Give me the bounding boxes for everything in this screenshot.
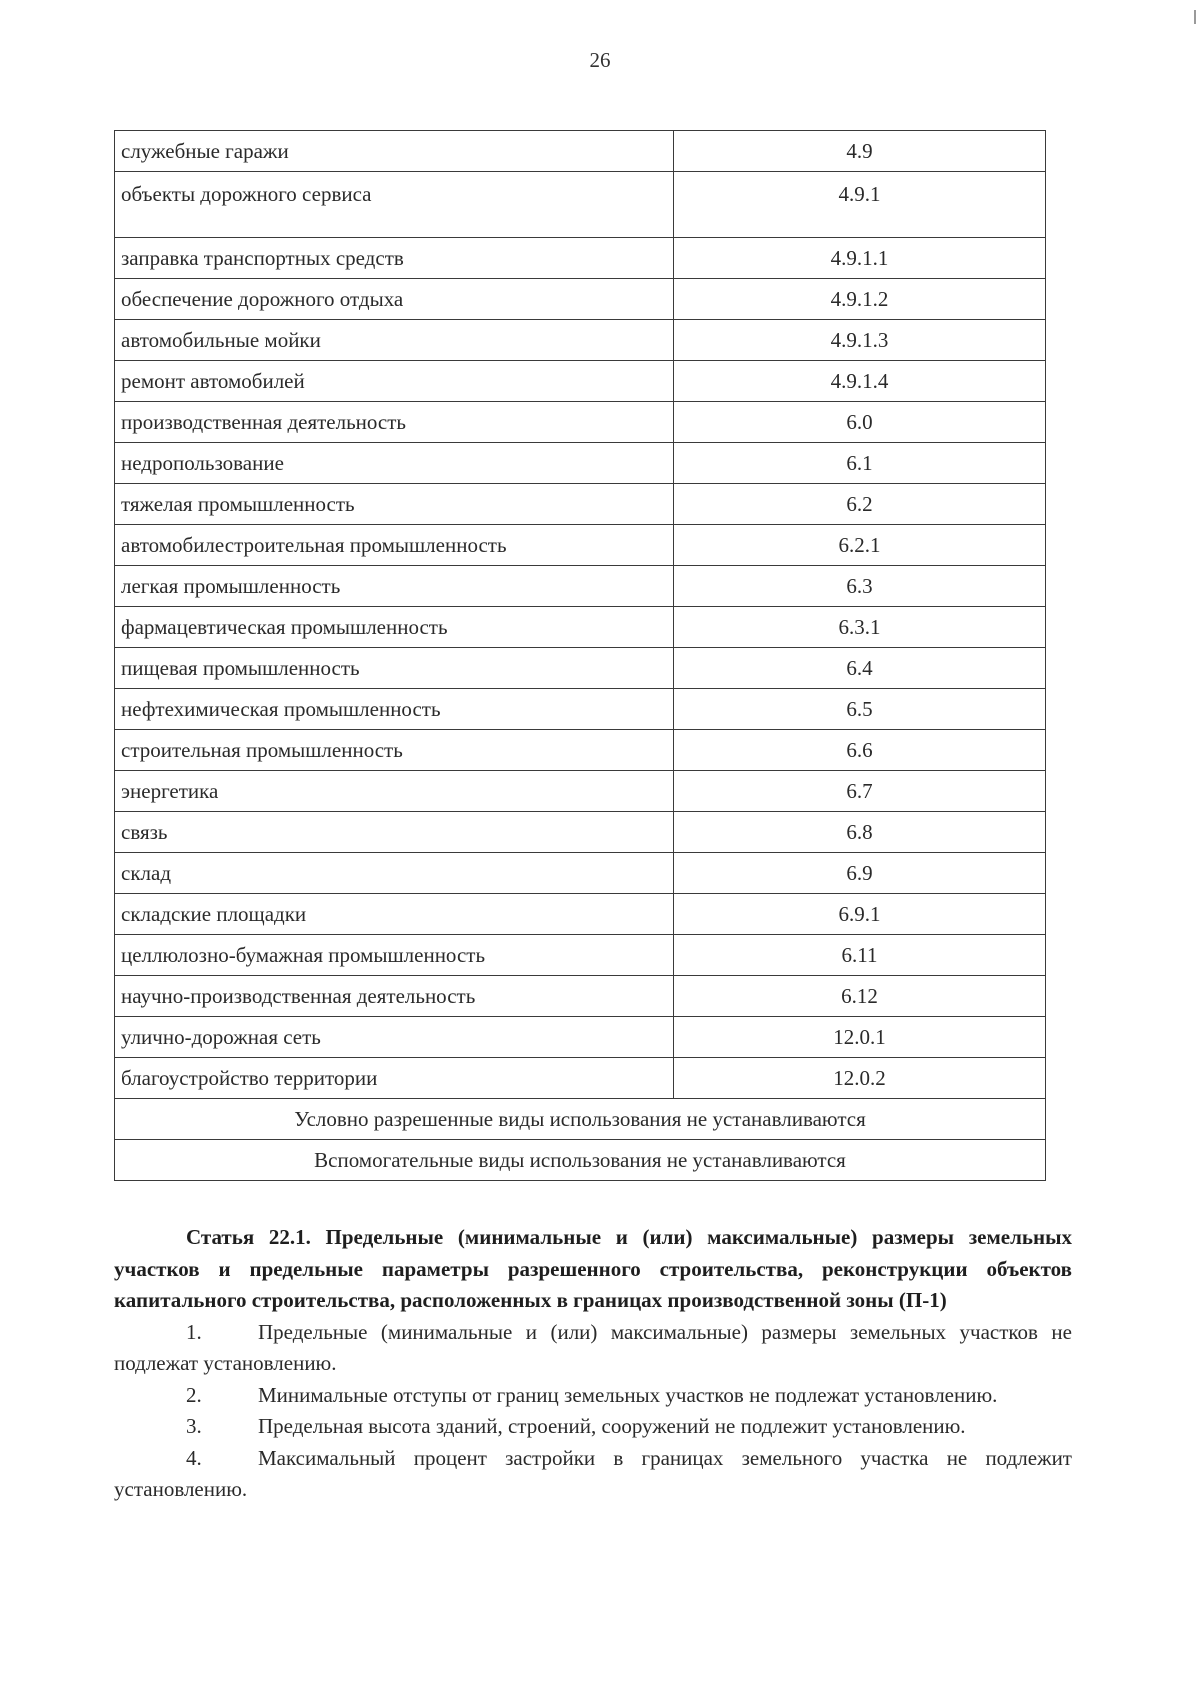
table-row	[115, 443, 1046, 484]
table-row	[115, 131, 1046, 172]
use-code-cell: 6.12	[674, 976, 1046, 1017]
use-code-cell: 6.11	[674, 935, 1046, 976]
use-code-cell: 6.9	[674, 853, 1046, 894]
conditional-uses-note: Условно разрешенные виды использования не устанавливаются	[115, 1099, 1046, 1140]
use-code-cell: 6.7	[674, 771, 1046, 812]
use-code-cell: 6.1	[674, 443, 1046, 484]
use-name-cell: целлюлозно-бумажная промышленность	[115, 935, 674, 976]
article-item	[114, 1411, 1072, 1443]
use-name-cell: пищевая промышленность	[115, 648, 674, 689]
use-code-cell: 6.2.1	[674, 525, 1046, 566]
table-row	[115, 172, 1046, 238]
article-item-number: 2.	[186, 1382, 202, 1407]
table-row	[115, 238, 1046, 279]
use-name-cell: легкая промышленность	[115, 566, 674, 607]
use-name-cell: обеспечение дорожного отдыха	[115, 279, 674, 320]
use-name-cell: недропользование	[115, 443, 674, 484]
table-row	[115, 1058, 1046, 1099]
use-code-cell: 6.8	[674, 812, 1046, 853]
table-row	[115, 484, 1046, 525]
use-code-cell: 6.2	[674, 484, 1046, 525]
use-name-cell: производственная деятельность	[115, 402, 674, 443]
article-items	[114, 1317, 1072, 1506]
use-name-cell: строительная промышленность	[115, 730, 674, 771]
use-name-cell: объекты дорожного сервиса	[115, 172, 674, 238]
use-code-cell: 6.3.1	[674, 607, 1046, 648]
use-code-cell: 4.9	[674, 131, 1046, 172]
table-row	[115, 771, 1046, 812]
use-code-cell: 4.9.1.1	[674, 238, 1046, 279]
table-row	[115, 730, 1046, 771]
use-name-cell: складские площадки	[115, 894, 674, 935]
use-name-cell: автомобильные мойки	[115, 320, 674, 361]
article-item	[114, 1380, 1072, 1412]
table-row	[115, 566, 1046, 607]
article-item	[114, 1317, 1072, 1380]
use-code-cell: 6.6	[674, 730, 1046, 771]
article-item-text: Максимальный процент застройки в границах земельного участка не подлежит установлению.	[114, 1445, 1072, 1501]
use-name-cell: склад	[115, 853, 674, 894]
table-row	[115, 1017, 1046, 1058]
use-code-cell: 6.5	[674, 689, 1046, 730]
use-code-cell: 4.9.1.2	[674, 279, 1046, 320]
table-row	[115, 607, 1046, 648]
table-row	[115, 976, 1046, 1017]
permitted-uses-table	[114, 130, 1046, 1181]
use-name-cell: заправка транспортных средств	[115, 238, 674, 279]
use-name-cell: связь	[115, 812, 674, 853]
article-item-text: Предельные (минимальные и (или) максимальные) размеры земельных участков не подлежат установлению.	[114, 1319, 1072, 1375]
table-row	[115, 812, 1046, 853]
use-name-cell: тяжелая промышленность	[115, 484, 674, 525]
conditional-uses-row	[115, 1099, 1046, 1140]
use-code-cell: 6.4	[674, 648, 1046, 689]
use-name-cell: служебные гаражи	[115, 131, 674, 172]
use-code-cell: 12.0.2	[674, 1058, 1046, 1099]
article-item-text: Предельная высота зданий, строений, сооружений не подлежит установлению.	[258, 1414, 966, 1438]
table-row	[115, 894, 1046, 935]
article-item-number: 4.	[186, 1445, 202, 1470]
use-name-cell: научно-производственная деятельность	[115, 976, 674, 1017]
use-code-cell: 6.3	[674, 566, 1046, 607]
table-row	[115, 648, 1046, 689]
use-code-cell: 4.9.1	[674, 172, 1046, 238]
table-row	[115, 853, 1046, 894]
article-item-number: 3.	[186, 1414, 202, 1438]
use-code-cell: 4.9.1.3	[674, 320, 1046, 361]
auxiliary-uses-row	[115, 1140, 1046, 1181]
table-row	[115, 402, 1046, 443]
article-item-number: 1.	[186, 1319, 202, 1344]
table-row	[115, 361, 1046, 402]
use-code-cell: 6.0	[674, 402, 1046, 443]
auxiliary-uses-note: Вспомогательные виды использования не устанавливаются	[115, 1140, 1046, 1181]
table-row	[115, 279, 1046, 320]
use-code-cell: 6.9.1	[674, 894, 1046, 935]
use-name-cell: автомобилестроительная промышленность	[115, 525, 674, 566]
page-number: 26	[589, 48, 611, 72]
article-item	[114, 1443, 1072, 1506]
table-row	[115, 935, 1046, 976]
use-name-cell: нефтехимическая промышленность	[115, 689, 674, 730]
article-item-text: Минимальные отступы от границ земельных участков не подлежат установлению.	[258, 1382, 998, 1407]
use-name-cell: ремонт автомобилей	[115, 361, 674, 402]
table-row	[115, 689, 1046, 730]
article-22-1	[114, 1222, 1072, 1506]
table-row	[115, 525, 1046, 566]
use-name-cell: энергетика	[115, 771, 674, 812]
article-title: Статья 22.1. Предельные (минимальные и (или) максимальные) размеры земельных участков и предельные параметры разрешенного строительства, реконструкции объектов капитального строительства, расположенных в границах производственной зоны (П-1)	[114, 1225, 1072, 1312]
table-row	[115, 320, 1046, 361]
use-name-cell: улично-дорожная сеть	[115, 1017, 674, 1058]
use-name-cell: благоустройство территории	[115, 1058, 674, 1099]
use-code-cell: 4.9.1.4	[674, 361, 1046, 402]
use-code-cell: 12.0.1	[674, 1017, 1046, 1058]
scan-mark	[1194, 10, 1196, 24]
use-name-cell: фармацевтическая промышленность	[115, 607, 674, 648]
